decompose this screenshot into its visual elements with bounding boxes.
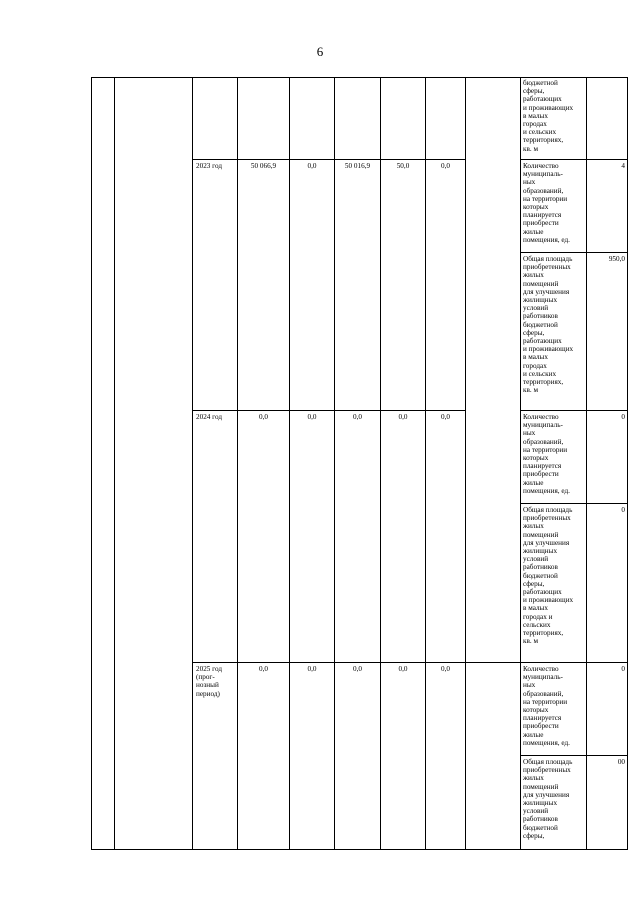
page-number: 6: [316, 44, 324, 59]
indicator-value: 950,0: [608, 255, 625, 263]
indicator-text: Общая площадь приобретенных жилых помещений для улучшения жилищных условий работников бюджетной сферы,: [523, 758, 573, 840]
grid-line: [91, 849, 628, 850]
value-cell: 50 066,9: [250, 162, 277, 170]
grid-line: [192, 410, 466, 411]
grid-line: [334, 77, 335, 850]
indicator-text: Количество муниципаль- ных образований, на территории которых планируется приобрести жилые помещения, ед.: [523, 162, 570, 244]
grid-line: [627, 77, 628, 850]
value-cell: 0,0: [441, 413, 450, 421]
year-cell: 2025 год (прог- нозный период): [196, 665, 222, 698]
value-cell: 50,0: [396, 162, 410, 170]
grid-line: [520, 503, 628, 504]
indicator-text: бюджетной сферы, работающих и проживающих в малых городах и сельских территориях, кв. м: [523, 79, 574, 153]
value-cell: 0,0: [398, 665, 408, 673]
grid-line: [289, 77, 290, 850]
indicator-text: Количество муниципаль- ных образований, на территории которых планируется приобрести жилые помещения, ед.: [523, 413, 570, 495]
value-cell: 0,0: [259, 665, 268, 673]
grid-line: [425, 77, 426, 850]
grid-line: [192, 77, 193, 850]
value-cell: 50 016,9: [344, 162, 371, 170]
grid-line: [465, 77, 466, 850]
indicator-text: Общая площадь приобретенных жилых помещений для улучшения жилищных условий работников бюджетной сферы, работающих и проживающих в малых городах и сельских территориях, кв. м: [523, 506, 574, 646]
grid-line: [91, 77, 628, 78]
indicator-value: 0: [621, 413, 625, 421]
grid-line: [520, 159, 628, 160]
grid-line: [380, 77, 381, 850]
value-cell: 0,0: [441, 665, 450, 673]
value-cell: 0,0: [307, 413, 317, 421]
value-cell: 0,0: [259, 413, 268, 421]
grid-line: [192, 662, 520, 663]
grid-line: [520, 662, 628, 663]
indicator-value: 0: [621, 665, 625, 673]
grid-line: [91, 77, 92, 850]
grid-line: [520, 252, 628, 253]
grid-line: [520, 77, 521, 850]
grid-line: [520, 410, 628, 411]
grid-line: [520, 755, 628, 756]
value-cell: 0,0: [307, 162, 317, 170]
indicator-value: 4: [621, 162, 625, 170]
indicator-value: 00: [617, 758, 625, 766]
grid-line: [114, 77, 115, 850]
indicator-value: 0: [621, 506, 625, 514]
value-cell: 0,0: [353, 665, 362, 673]
value-cell: 0,0: [441, 162, 450, 170]
grid-line: [237, 77, 238, 850]
value-cell: 0,0: [353, 413, 362, 421]
value-cell: 0,0: [307, 665, 317, 673]
grid-line: [192, 159, 466, 160]
year-cell: 2024 год: [196, 413, 222, 421]
indicator-text: Общая площадь приобретенных жилых помещений для улучшения жилищных условий работников бюджетной сферы, работающих и проживающих в малых городах и сельских территориях, кв. м: [523, 255, 574, 395]
year-cell: 2023 год: [196, 162, 222, 170]
value-cell: 0,0: [398, 413, 408, 421]
grid-line: [586, 77, 587, 850]
indicator-text: Количество муниципаль- ных образований, на территории которых планируется приобрести жилые помещения, ед.: [523, 665, 570, 747]
